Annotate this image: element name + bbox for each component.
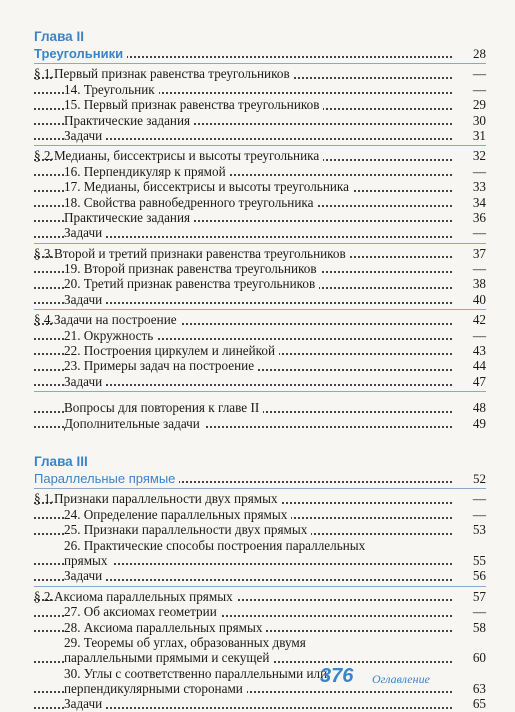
toc-item[interactable]: [34, 620, 486, 635]
toc-item[interactable]: [34, 210, 486, 225]
section-title: Признаки параллельности двух прямых: [54, 491, 282, 506]
page-number: 32: [452, 148, 486, 163]
section-number: § 3.: [34, 245, 54, 261]
toc-item[interactable]: [34, 328, 486, 343]
item-title: 18. Свойства равнобедренного треугольника: [64, 195, 317, 210]
page-number: 47: [452, 374, 486, 389]
toc-section[interactable]: [34, 312, 486, 327]
toc-item[interactable]: [34, 195, 486, 210]
toc-item[interactable]: [34, 97, 486, 112]
toc-item-continued[interactable]: [34, 650, 486, 665]
page-number: —: [452, 261, 486, 276]
page-number: 58: [452, 620, 486, 635]
page-number: 36: [452, 210, 486, 225]
page-number: 28: [452, 46, 486, 61]
item-title: 15. Первый признак равенства треугольников: [64, 97, 323, 112]
item-title: Задачи: [64, 568, 106, 583]
page-number: 40: [452, 292, 486, 307]
item-title-continued: прямых: [64, 553, 112, 568]
toc-item[interactable]: [34, 374, 486, 389]
item-title: Задачи: [64, 696, 106, 711]
toc-item[interactable]: [34, 261, 486, 276]
item-title-continued: параллельными прямыми и секущей: [64, 650, 273, 665]
item-title: 27. Об аксиомах геометрии: [64, 604, 221, 619]
page-number: 53: [452, 522, 486, 537]
page-number: 44: [452, 358, 486, 373]
toc-item[interactable]: [34, 358, 486, 373]
page-number: 31: [452, 128, 486, 143]
page-number: —: [452, 225, 486, 240]
toc-section[interactable]: [34, 66, 486, 81]
toc-item[interactable]: [34, 179, 486, 194]
section-title: Аксиома параллельных прямых: [54, 589, 237, 604]
item-title: 22. Построения циркулем и линейкой: [64, 343, 279, 358]
toc-item[interactable]: [34, 507, 486, 522]
toc-item[interactable]: [34, 82, 486, 97]
item-title: 26. Практические способы построения параллельных: [64, 537, 366, 553]
footer-label: Оглавление: [372, 672, 430, 686]
toc-item[interactable]: [34, 568, 486, 583]
page-number: 37: [452, 246, 486, 261]
toc-item[interactable]: [34, 343, 486, 358]
page-number: —: [452, 491, 486, 506]
page-number: —: [452, 604, 486, 619]
chapter-label: Глава II: [34, 29, 84, 44]
page-number: 34: [452, 195, 486, 210]
page-number: 38: [452, 276, 486, 291]
item-title: Задачи: [64, 128, 106, 143]
toc-item-continued[interactable]: [34, 553, 486, 568]
page-number: —: [452, 507, 486, 522]
page-number: —: [452, 82, 486, 97]
page-number: 42: [452, 312, 486, 327]
toc-item[interactable]: [34, 604, 486, 619]
item-title: 19. Второй признак равенства треугольников: [64, 261, 321, 276]
item-title: Практические задания: [64, 113, 194, 128]
section-number: § 4.: [34, 312, 54, 328]
section-title: Медианы, биссектрисы и высоты треугольника: [54, 148, 323, 163]
page-number: 56: [452, 568, 486, 583]
page-number: 30: [452, 113, 486, 128]
item-title: 21. Окружность: [64, 328, 157, 343]
page-number: 65: [452, 696, 486, 711]
toc-item-line[interactable]: [34, 635, 486, 650]
toc-extra-item[interactable]: [34, 400, 486, 415]
section-number: § 2.: [34, 148, 54, 164]
page-number: 29: [452, 97, 486, 112]
item-title: 23. Примеры задач на построение: [64, 358, 258, 373]
table-of-contents: [34, 28, 486, 712]
toc-section[interactable]: [34, 246, 486, 261]
item-title: 16. Перпендикуляр к прямой: [64, 164, 230, 179]
section-title: Первый признак равенства треугольников: [54, 66, 294, 81]
page-number: 33: [452, 179, 486, 194]
section-number: § 2.: [34, 588, 54, 604]
page-number: 43: [452, 343, 486, 358]
section-title: Задачи на построение: [54, 312, 181, 327]
item-title: 14. Треугольник: [64, 82, 159, 97]
toc-section[interactable]: [34, 148, 486, 163]
page-number: 63: [452, 681, 486, 696]
page-number: —: [452, 328, 486, 343]
toc-item[interactable]: [34, 164, 486, 179]
toc-item[interactable]: [34, 522, 486, 537]
chapter-title: Треугольники: [34, 46, 127, 61]
chapter-title-entry[interactable]: [34, 46, 486, 61]
toc-item[interactable]: [34, 113, 486, 128]
item-title: 25. Признаки параллельности двух прямых: [64, 522, 311, 537]
toc-section[interactable]: [34, 491, 486, 506]
toc-extra-item[interactable]: [34, 416, 486, 431]
section-number: § 1.: [34, 66, 54, 82]
item-title: 28. Аксиома параллельных прямых: [64, 620, 266, 635]
page-number: —: [452, 164, 486, 179]
section-number: § 1.: [34, 491, 54, 507]
toc-item[interactable]: [34, 225, 486, 240]
page-number: 60: [452, 650, 486, 665]
item-title: Практические задания: [64, 210, 194, 225]
chapter-title-entry[interactable]: [34, 471, 486, 486]
section-title: Второй и третий признаки равенства треугольников: [54, 246, 350, 261]
item-title: Задачи: [64, 225, 106, 240]
item-title: 24. Определение параллельных прямых: [64, 507, 291, 522]
footer-page-number: 376: [320, 665, 354, 687]
toc-item[interactable]: [34, 276, 486, 291]
page-number: 52: [452, 471, 486, 486]
item-title: Задачи: [64, 374, 106, 389]
page-number: 57: [452, 589, 486, 604]
item-title: Дополнительные задачи: [64, 416, 204, 431]
item-title: 17. Медианы, биссектрисы и высоты треугольника: [64, 179, 353, 194]
page-number: 49: [452, 416, 486, 431]
chapter-label: Глава III: [34, 453, 88, 469]
toc-item[interactable]: [34, 292, 486, 307]
item-title: 30. Углы с соответственно параллельными или: [64, 665, 328, 681]
item-title: Задачи: [64, 292, 106, 307]
chapter-title: Параллельные прямые: [34, 471, 179, 486]
page-number: 55: [452, 553, 486, 568]
item-title: 29. Теоремы об углах, образованных двумя: [64, 634, 306, 650]
item-title: 20. Третий признак равенства треугольников: [64, 276, 319, 291]
toc-item-line[interactable]: [34, 538, 486, 553]
toc-section[interactable]: [34, 589, 486, 604]
item-title-continued: перпендикулярными сторонами: [64, 681, 247, 696]
page-number: —: [452, 66, 486, 81]
item-title: Вопросы для повторения к главе II: [64, 400, 263, 415]
toc-item[interactable]: [34, 128, 486, 143]
page-number: 48: [452, 400, 486, 415]
